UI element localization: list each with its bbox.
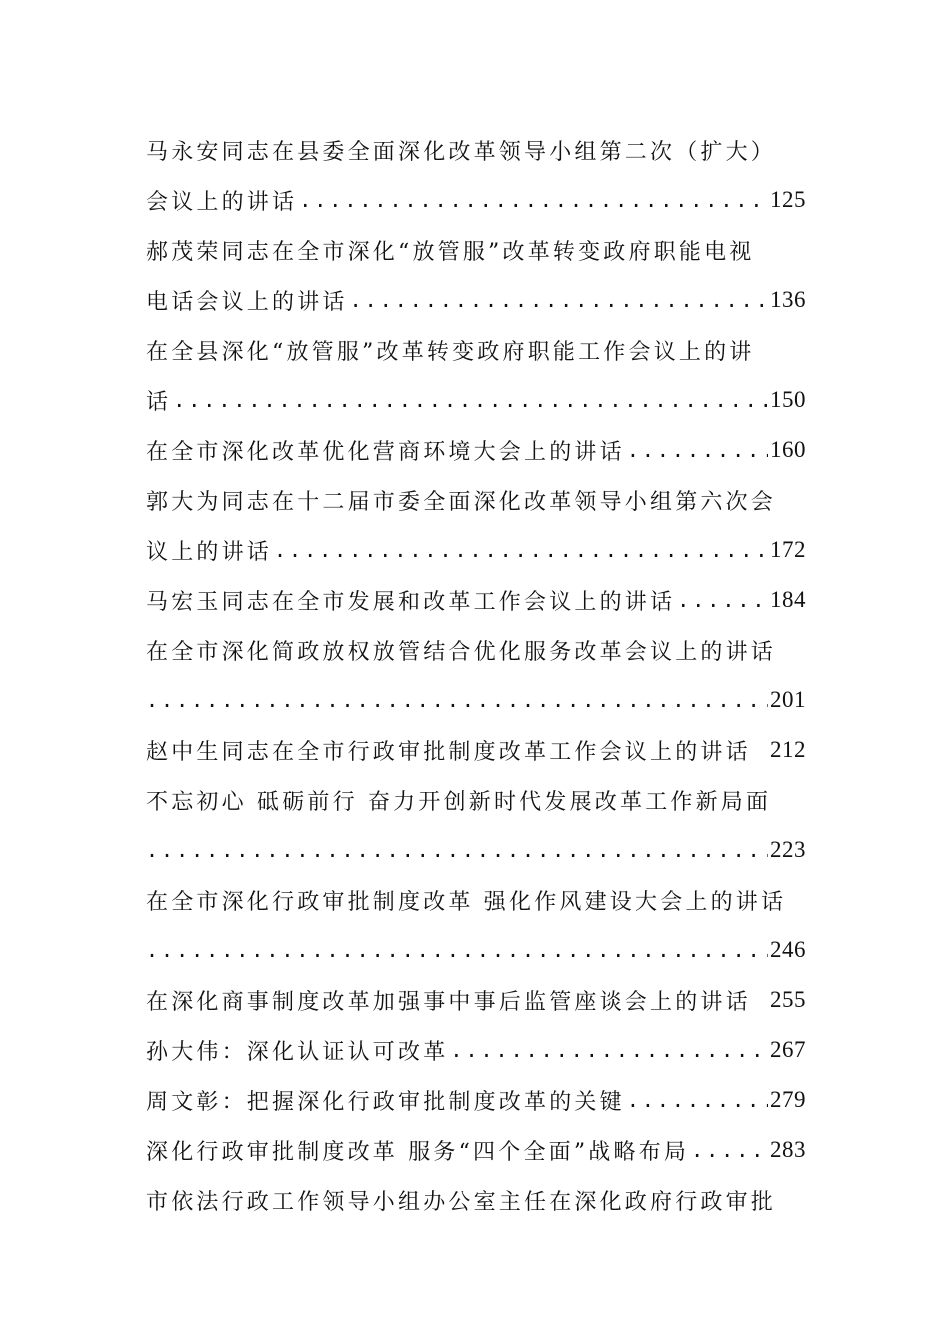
toc-entry-title: 赵中生同志在全市行政审批制度改革工作会议上的讲话 bbox=[146, 739, 751, 765]
toc-page-number: 279 bbox=[770, 1087, 806, 1112]
toc-page-number: 246 bbox=[770, 937, 806, 962]
dot-leader bbox=[173, 388, 768, 412]
toc-page-number: 125 bbox=[770, 187, 806, 212]
toc-line bbox=[146, 275, 806, 325]
toc-entry-title: 在全市深化改革优化营商环境大会上的讲话 bbox=[146, 439, 625, 465]
toc-line bbox=[146, 525, 806, 575]
toc-line bbox=[146, 425, 806, 475]
table-of-contents bbox=[146, 125, 806, 1225]
toc-page-number: 136 bbox=[770, 287, 806, 312]
toc-page-number: 160 bbox=[770, 437, 806, 462]
toc-entry-title: 孙大伟：深化认证认可改革 bbox=[146, 1039, 449, 1065]
toc-line bbox=[146, 225, 806, 275]
toc-line bbox=[146, 375, 806, 425]
toc-entry-title: 郭大为同志在十二届市委全面深化改革领导小组第六次会 bbox=[146, 489, 777, 515]
toc-line bbox=[146, 1025, 806, 1075]
toc-line bbox=[146, 625, 806, 675]
toc-entry-title: 周文彰：把握深化行政审批制度改革的关键 bbox=[146, 1089, 625, 1115]
toc-entry-title: 在全县深化“放管服”改革转变政府职能工作会议上的讲 bbox=[146, 339, 755, 365]
toc-entry-title: 马宏玉同志在全市发展和改革工作会议上的讲话 bbox=[146, 589, 676, 615]
toc-entry-title: 在全市深化行政审批制度改革 强化作风建设大会上的讲话 bbox=[146, 889, 787, 915]
toc-line bbox=[146, 675, 806, 725]
toc-page-number: 255 bbox=[770, 987, 806, 1012]
toc-page-number: 283 bbox=[770, 1137, 806, 1162]
toc-entry-title: 在全市深化简政放权放管结合优化服务改革会议上的讲话 bbox=[146, 639, 777, 665]
dot-leader bbox=[299, 188, 768, 212]
toc-page-number: 172 bbox=[770, 537, 806, 562]
toc-line bbox=[146, 1175, 806, 1225]
toc-line bbox=[146, 125, 806, 175]
dot-leader bbox=[146, 838, 768, 862]
toc-entry-title: 市依法行政工作领导小组办公室主任在深化政府行政审批 bbox=[146, 1189, 777, 1215]
toc-page-number: 184 bbox=[770, 587, 806, 612]
toc-line bbox=[146, 725, 806, 775]
dot-leader bbox=[450, 1038, 768, 1062]
toc-entry-title: 不忘初心 砥砺前行 奋力开创新时代发展改革工作新局面 bbox=[146, 789, 772, 815]
toc-line bbox=[146, 875, 806, 925]
toc-page-number: 212 bbox=[770, 737, 806, 762]
dot-leader bbox=[350, 288, 768, 312]
toc-entry-title: 郝茂荣同志在全市深化“放管服”改革转变政府职能电视 bbox=[146, 239, 755, 265]
toc-entry-title: 电话会议上的讲话 bbox=[146, 289, 348, 315]
toc-line bbox=[146, 1075, 806, 1125]
dot-leader bbox=[627, 1088, 768, 1112]
toc-page-number: 201 bbox=[770, 687, 806, 712]
toc-entry-title: 会议上的讲话 bbox=[146, 189, 298, 215]
toc-entry-title: 马永安同志在县委全面深化改革领导小组第二次（扩大） bbox=[146, 139, 777, 165]
toc-entry-title: 在深化商事制度改革加强事中事后监管座谈会上的讲话 bbox=[146, 989, 751, 1015]
toc-entry-title: 话 bbox=[146, 389, 172, 415]
toc-page-number: 267 bbox=[770, 1037, 806, 1062]
toc-line bbox=[146, 575, 806, 625]
toc-line bbox=[146, 175, 806, 225]
toc-line bbox=[146, 1125, 806, 1175]
toc-page-number: 150 bbox=[770, 387, 806, 412]
toc-page-number: 223 bbox=[770, 837, 806, 862]
dot-leader bbox=[146, 938, 768, 962]
dot-leader bbox=[274, 538, 768, 562]
toc-line bbox=[146, 475, 806, 525]
toc-line bbox=[146, 775, 806, 825]
toc-line bbox=[146, 975, 806, 1025]
dot-leader bbox=[677, 588, 768, 612]
dot-leader bbox=[627, 438, 768, 462]
toc-entry-title: 议上的讲话 bbox=[146, 539, 273, 565]
toc-line bbox=[146, 325, 806, 375]
toc-line bbox=[146, 825, 806, 875]
dot-leader bbox=[691, 1138, 768, 1162]
toc-entry-title: 深化行政审批制度改革 服务“四个全面”战略布局 bbox=[146, 1139, 690, 1165]
toc-line bbox=[146, 925, 806, 975]
dot-leader bbox=[146, 688, 768, 712]
